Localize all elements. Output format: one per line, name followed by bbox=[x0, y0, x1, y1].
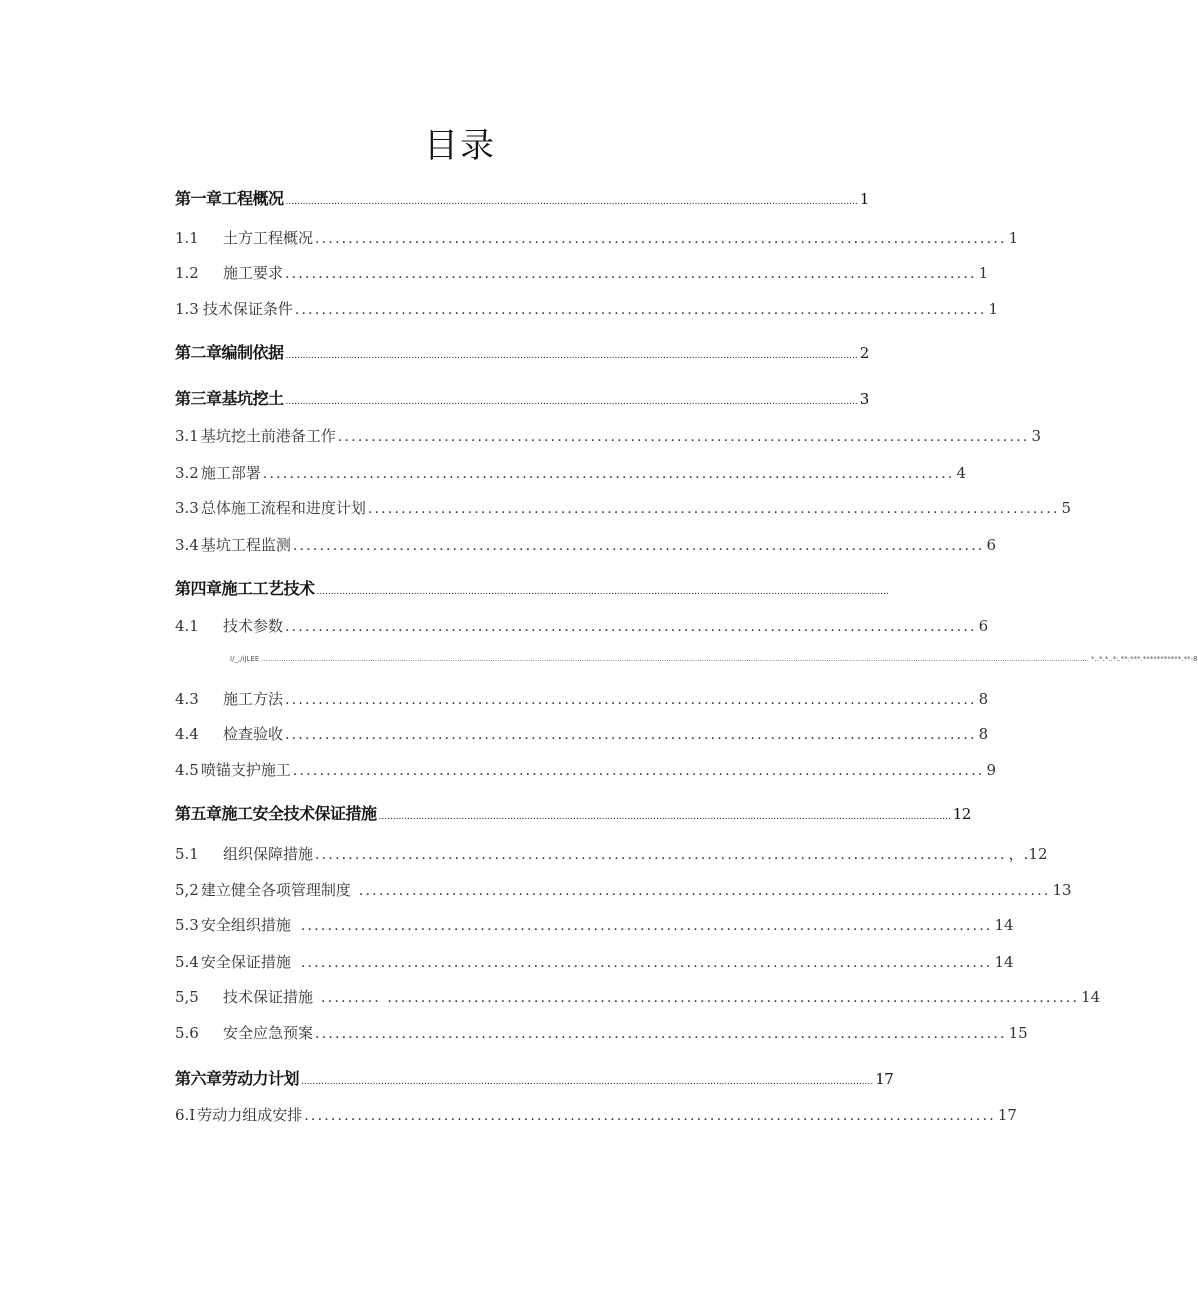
toc-leader: ........................................................................................................................................................................................................ bbox=[285, 351, 858, 361]
toc-leader: ........................................................................................................................................................................................................ bbox=[378, 812, 951, 822]
toc-section-1-3[interactable] bbox=[175, 298, 999, 319]
toc-page: 15 bbox=[1008, 1024, 1028, 1042]
toc-leader: ........................................................................................................ bbox=[300, 955, 993, 971]
toc-page: 12 bbox=[952, 805, 971, 823]
toc-leader: ........................................................................................................................................................................................................ bbox=[285, 397, 858, 407]
toc-label: 第五章施工安全技术保证措施 bbox=[175, 804, 377, 823]
toc-page: 1 bbox=[978, 264, 989, 282]
toc-label: 第三章基坑挖土 bbox=[175, 389, 284, 408]
toc-leader: ........................................................................................................ bbox=[358, 883, 1051, 899]
toc-label: 施工要求 bbox=[223, 264, 284, 282]
toc-label: 第二章编制依据 bbox=[175, 343, 284, 362]
toc-leader: ........................................................................................................ bbox=[367, 501, 1060, 517]
toc-section-5-6[interactable] bbox=[175, 1022, 1028, 1043]
toc-number: 3.2 bbox=[175, 464, 199, 482]
toc-page: 17 bbox=[875, 1070, 894, 1088]
toc-chapter-1[interactable] bbox=[175, 186, 869, 209]
toc-label: 喷锚支护施工 bbox=[200, 761, 291, 779]
toc-page: 8 bbox=[978, 690, 989, 708]
toc-label: 基坑工程监测 bbox=[200, 536, 291, 554]
toc-label: 检查验收 bbox=[223, 725, 284, 743]
toc-number: 6.I bbox=[175, 1106, 196, 1124]
toc-label: 第六章劳动力计划 bbox=[175, 1069, 300, 1088]
toc-chapter-4[interactable] bbox=[175, 576, 889, 599]
toc-page: 14 bbox=[1081, 988, 1101, 1006]
toc-section-4-4[interactable] bbox=[175, 723, 989, 744]
toc-section-5-2[interactable] bbox=[175, 879, 1072, 900]
page-title: 目录 bbox=[424, 126, 496, 166]
toc-leader: ........................................................................................................................................................................................................ bbox=[301, 1077, 874, 1087]
toc-label: I/_,/iJLEE bbox=[230, 655, 260, 663]
toc-page: 1 bbox=[859, 190, 869, 208]
toc-page: 3 bbox=[859, 390, 869, 408]
toc-leader: .................................................................................................................................................................................................................................................................................................................................................................................... bbox=[261, 655, 1090, 663]
toc-number: 1.3 bbox=[175, 300, 199, 318]
toc-label: 第四章施工工艺技术 bbox=[175, 579, 315, 598]
toc-label: 技术参数 bbox=[223, 617, 284, 635]
toc-label: 第一章工程概况 bbox=[175, 189, 284, 208]
toc-chapter-5[interactable] bbox=[175, 801, 971, 824]
toc-leader: ........................................................................................................ bbox=[337, 429, 1030, 445]
toc-section-1-1[interactable] bbox=[175, 227, 1019, 248]
toc-number: 4.1 bbox=[175, 617, 199, 635]
toc-number: 4.5 bbox=[175, 761, 199, 779]
toc-section-3-1[interactable] bbox=[175, 425, 1042, 446]
toc-section-3-2[interactable] bbox=[175, 462, 967, 483]
toc-leader: ........................................................................................................ bbox=[294, 302, 987, 318]
toc-section-4-5[interactable] bbox=[175, 759, 997, 780]
toc-label: 技术保证措施 bbox=[223, 988, 314, 1006]
toc-label: 组织保障措施 bbox=[223, 845, 314, 863]
toc-number: 5.6 bbox=[175, 1024, 199, 1042]
toc-number: 4.4 bbox=[175, 725, 199, 743]
toc-section-5-1[interactable] bbox=[175, 843, 1048, 864]
toc-page: 3 bbox=[1031, 427, 1042, 445]
toc-leader: ........................................................................................................ bbox=[285, 266, 977, 282]
toc-section-3-4[interactable] bbox=[175, 534, 997, 555]
toc-section-4-1[interactable] bbox=[175, 615, 989, 636]
toc-page: 9 bbox=[986, 761, 997, 779]
toc-label: 土方工程概况 bbox=[223, 229, 314, 247]
toc-label: 建立健全各项管理制度 bbox=[200, 881, 351, 899]
toc-leader: ........................................................................................................ bbox=[285, 727, 977, 743]
toc-leader: ........................................................................................................ bbox=[300, 918, 993, 934]
toc-number: 3.3 bbox=[175, 499, 199, 517]
toc-label: 技术保证条件 bbox=[202, 300, 293, 318]
toc-number: 5,2 bbox=[175, 881, 199, 899]
toc-page: 1 bbox=[1008, 229, 1019, 247]
toc-label: 施工部署 bbox=[200, 464, 261, 482]
toc-label: 安全应急预案 bbox=[223, 1024, 314, 1042]
toc-page: 2 bbox=[859, 344, 869, 362]
toc-leader: ........................................................................................................................................................................................................ bbox=[285, 197, 858, 207]
toc-page: 13 bbox=[1052, 881, 1072, 899]
toc-section-6-1[interactable] bbox=[175, 1104, 1017, 1125]
toc-page: 14 bbox=[994, 916, 1014, 934]
toc-chapter-3[interactable] bbox=[175, 386, 869, 409]
toc-label: 基坑挖土前港备工作 bbox=[200, 427, 336, 445]
toc-page: 14 bbox=[994, 953, 1014, 971]
toc-leader: ......... ........................................................................................................ bbox=[321, 990, 1080, 1006]
toc-number: 5,5 bbox=[175, 988, 199, 1006]
toc-label: 劳动力组成安排 bbox=[197, 1106, 303, 1124]
toc-page: *..*.*..*:.**:***.***********.**-8 bbox=[1091, 655, 1198, 663]
toc-number: 5.3 bbox=[175, 916, 199, 934]
toc-section-5-3[interactable] bbox=[175, 914, 1014, 935]
toc-page: 17 bbox=[997, 1106, 1017, 1124]
toc-page: 1 bbox=[988, 300, 999, 318]
toc-page: ，.12 bbox=[1008, 845, 1048, 863]
toc-number: 5.1 bbox=[175, 845, 199, 863]
toc-leader: ........................................................................................................ bbox=[292, 538, 985, 554]
toc-garbled-entry[interactable] bbox=[230, 655, 1198, 663]
toc-label: 总体施工流程和进度计划 bbox=[200, 499, 366, 517]
toc-page: 5 bbox=[1061, 499, 1072, 517]
toc-leader: ........................................................................................................ bbox=[292, 763, 985, 779]
toc-chapter-6[interactable] bbox=[175, 1066, 894, 1089]
toc-page: 8 bbox=[978, 725, 989, 743]
toc-leader: ........................................................................................................................................................................................................ bbox=[316, 587, 889, 597]
toc-chapter-2[interactable] bbox=[175, 340, 869, 363]
toc-label: 安全保证措施 bbox=[200, 953, 291, 971]
toc-page: 4 bbox=[956, 464, 967, 482]
toc-leader: ........................................................................................................ bbox=[285, 619, 977, 635]
toc-section-5-4[interactable] bbox=[175, 951, 1014, 972]
toc-number: 1.1 bbox=[175, 229, 199, 247]
toc-label: 施工方法 bbox=[223, 690, 284, 708]
toc-page: 6 bbox=[986, 536, 997, 554]
toc-section-5-5[interactable] bbox=[175, 986, 1101, 1007]
toc-leader: ........................................................................................................ bbox=[315, 847, 1007, 863]
toc-number: 3.4 bbox=[175, 536, 199, 554]
toc-label: 安全组织措施 bbox=[200, 916, 291, 934]
toc-leader: ........................................................................................................ bbox=[285, 692, 977, 708]
toc-leader: ........................................................................................................ bbox=[315, 1026, 1007, 1042]
toc-leader: ........................................................................................................ bbox=[262, 466, 955, 482]
toc-number: 4.3 bbox=[175, 690, 199, 708]
toc-number: 5.4 bbox=[175, 953, 199, 971]
toc-number: 3.1 bbox=[175, 427, 199, 445]
toc-number: 1.2 bbox=[175, 264, 199, 282]
toc-leader: ........................................................................................................ bbox=[304, 1108, 996, 1124]
toc-section-3-3[interactable] bbox=[175, 497, 1072, 518]
toc-section-4-3[interactable] bbox=[175, 688, 989, 709]
toc-section-1-2[interactable] bbox=[175, 262, 989, 283]
toc-leader: ........................................................................................................ bbox=[315, 231, 1007, 247]
toc-page: 6 bbox=[978, 617, 989, 635]
